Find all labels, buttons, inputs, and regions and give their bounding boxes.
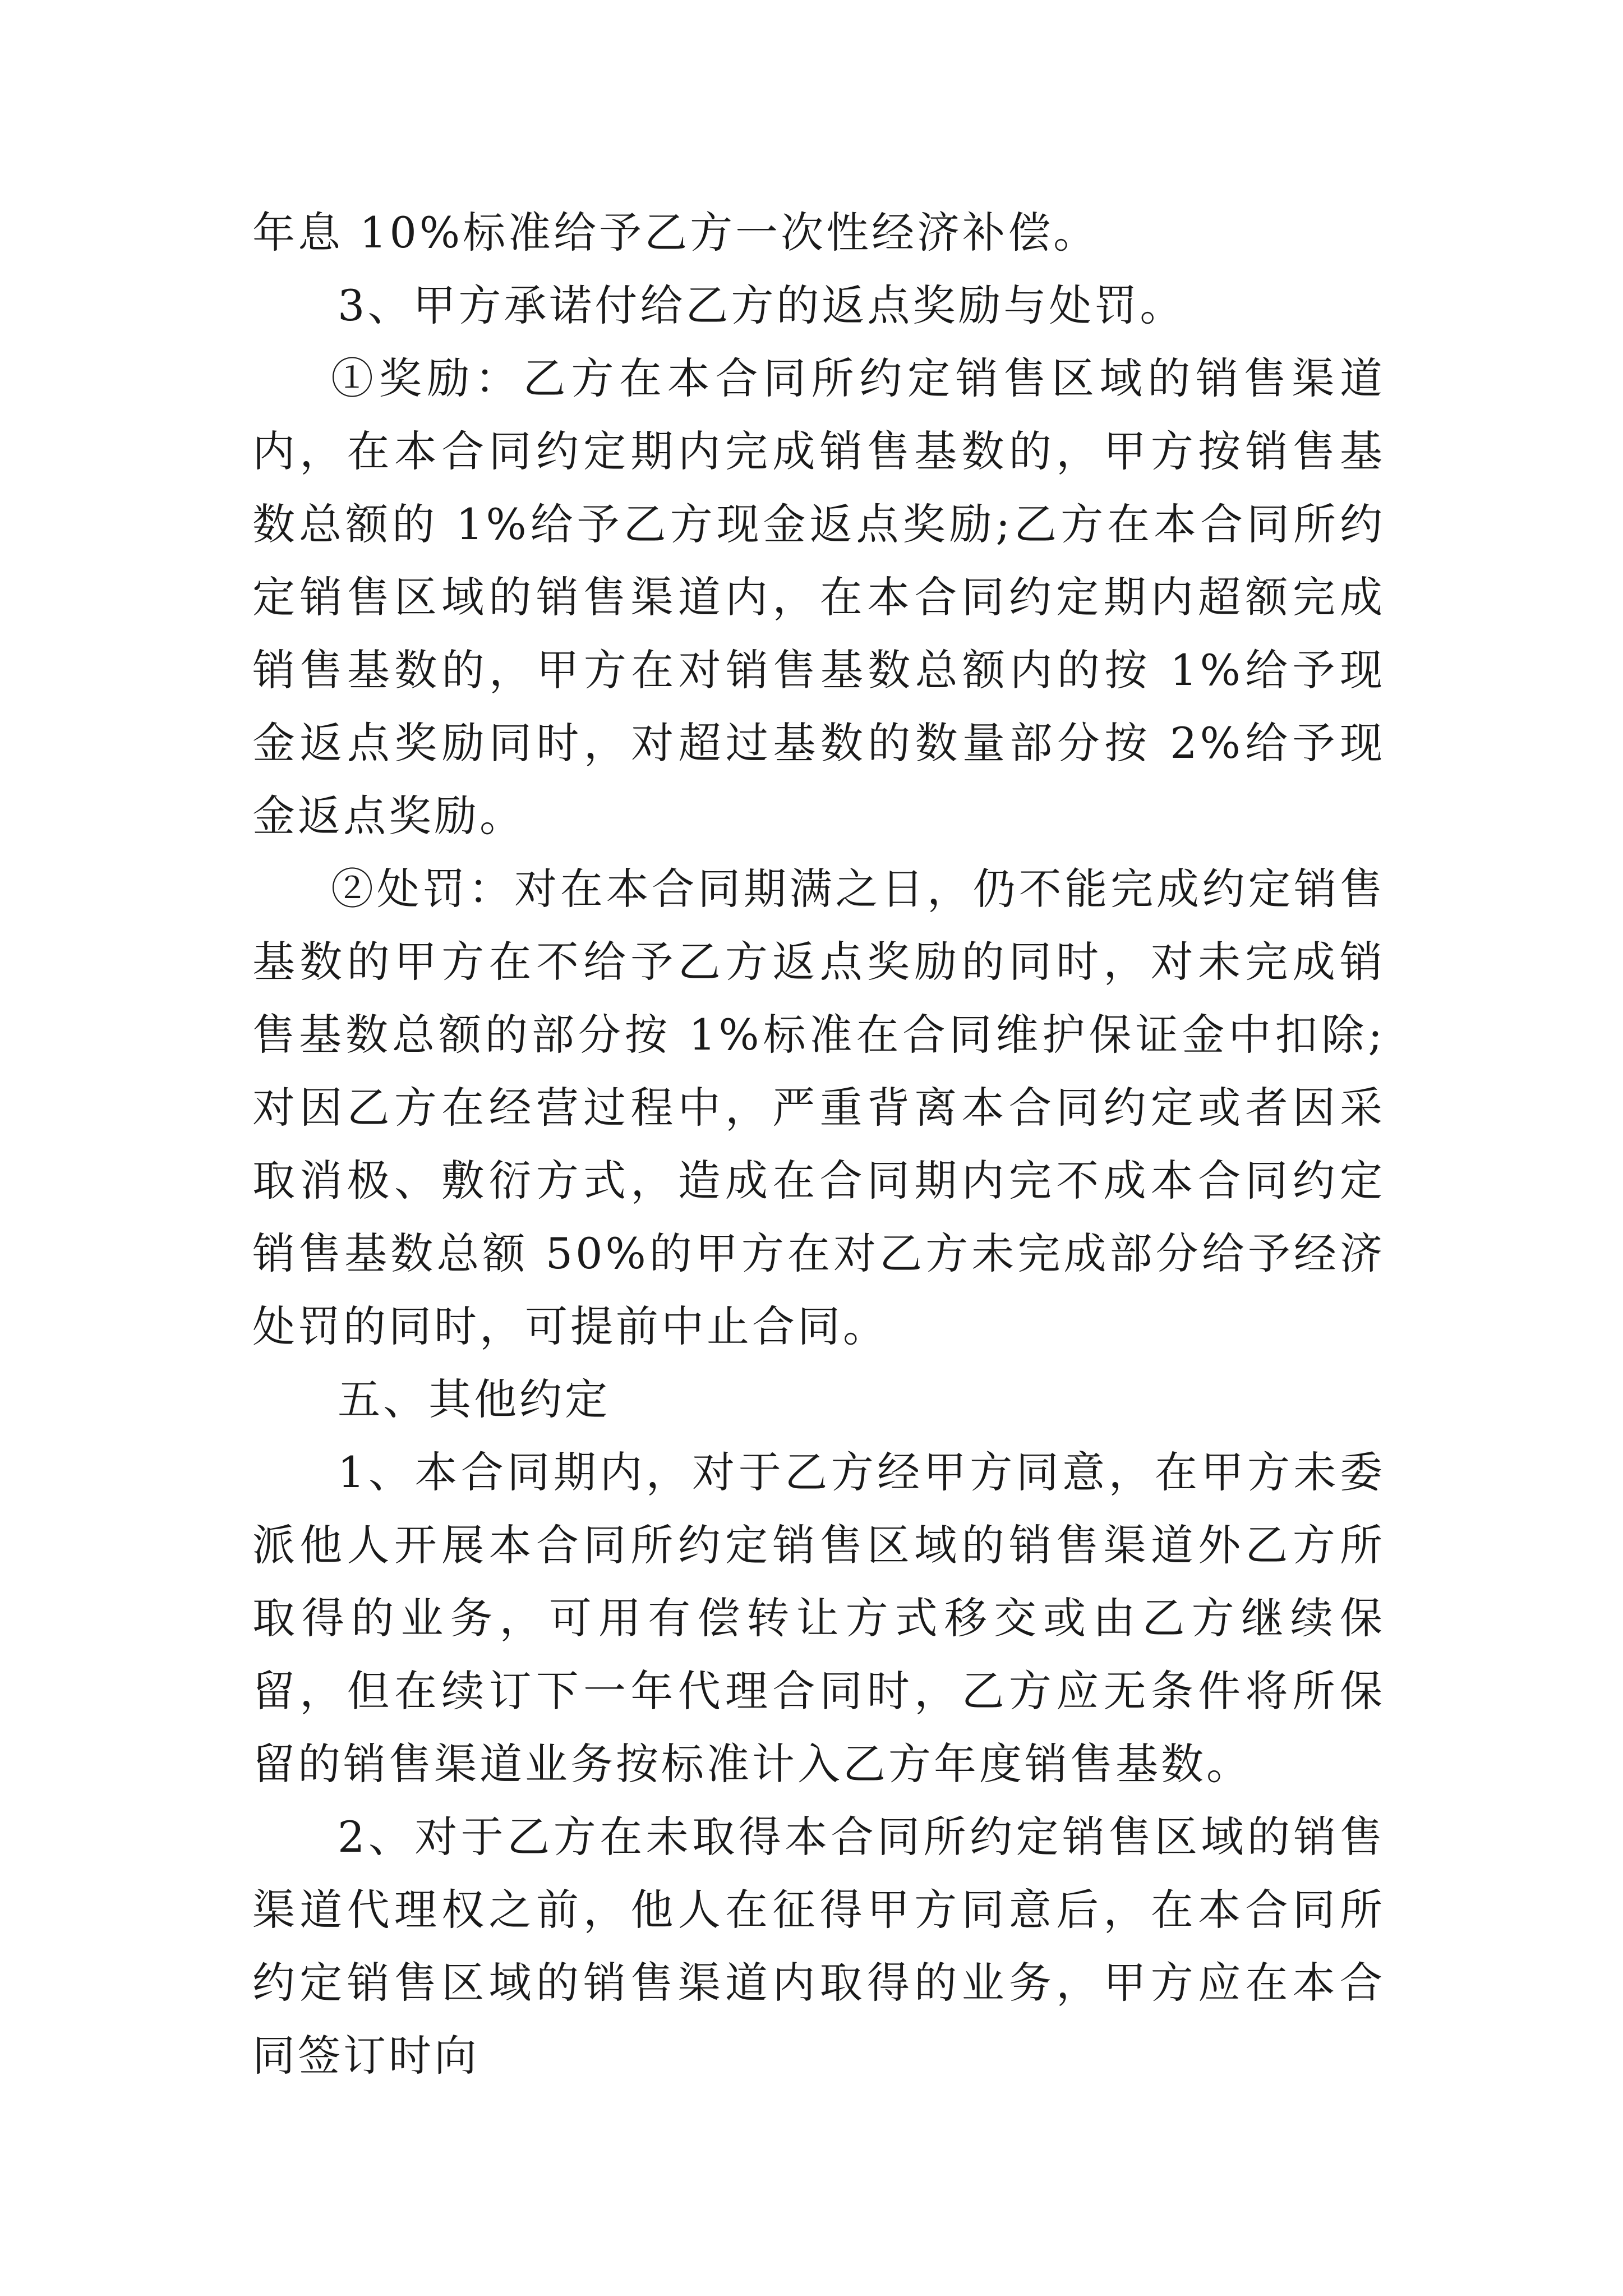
paragraph-penalty: ②处罚：对在本合同期满之日，仍不能完成约定销售基数的甲方在不给予乙方返点奖励的同时，对未完成销售基数总额的部分按 1%标准在合同维护保证金中扣除;对因乙方在经营过程中，严重背离本合同约定或者因采取消极、敷衍方式，造成在合同期内完不成本合同约定销售基数总额 50%的甲方在对乙方未完成部分给予经济处罚的同时，可提前中止合同。: [252, 864, 1385, 1351]
paragraph-compensation-end: 年息 10%标准给予乙方一次性经济补偿。: [252, 208, 1099, 257]
section-heading-other-terms: 五、其他约定: [338, 1374, 610, 1424]
paragraph-other-terms-1: 1、本合同期内，对于乙方经甲方同意，在甲方未委派他人开展本合同所约定销售区域的销售渠道外乙方所取得的业务，可用有偿转让方式移交或由乙方继续保留，但在续订下一年代理合同时，乙方应无条件将所保留的销售渠道业务按标准计入乙方年度销售基数。: [252, 1447, 1385, 1789]
document-body: [252, 196, 1385, 2092]
paragraph-other-terms-2: 2、对于乙方在未取得本合同所约定销售区域的销售渠道代理权之前，他人在征得甲方同意后，在本合同所约定销售区域的销售渠道内取得的业务，甲方应在本合同签订时向: [252, 1812, 1385, 2081]
paragraph-rebate-heading: 3、甲方承诺付给乙方的返点奖励与处罚。: [338, 280, 1186, 330]
paragraph-reward: ①奖励：乙方在本合同所约定销售区域的销售渠道内，在本合同约定期内完成销售基数的，甲方按销售基数总额的 1%给予乙方现金返点奖励;乙方在本合同所约定销售区域的销售渠道内，在本合同约定期内超额完成销售基数的，甲方在对销售基数总额内的按 1%给予现金返点奖励同时，对超过基数的数量部分按 2%给予现金返点奖励。: [252, 353, 1385, 841]
